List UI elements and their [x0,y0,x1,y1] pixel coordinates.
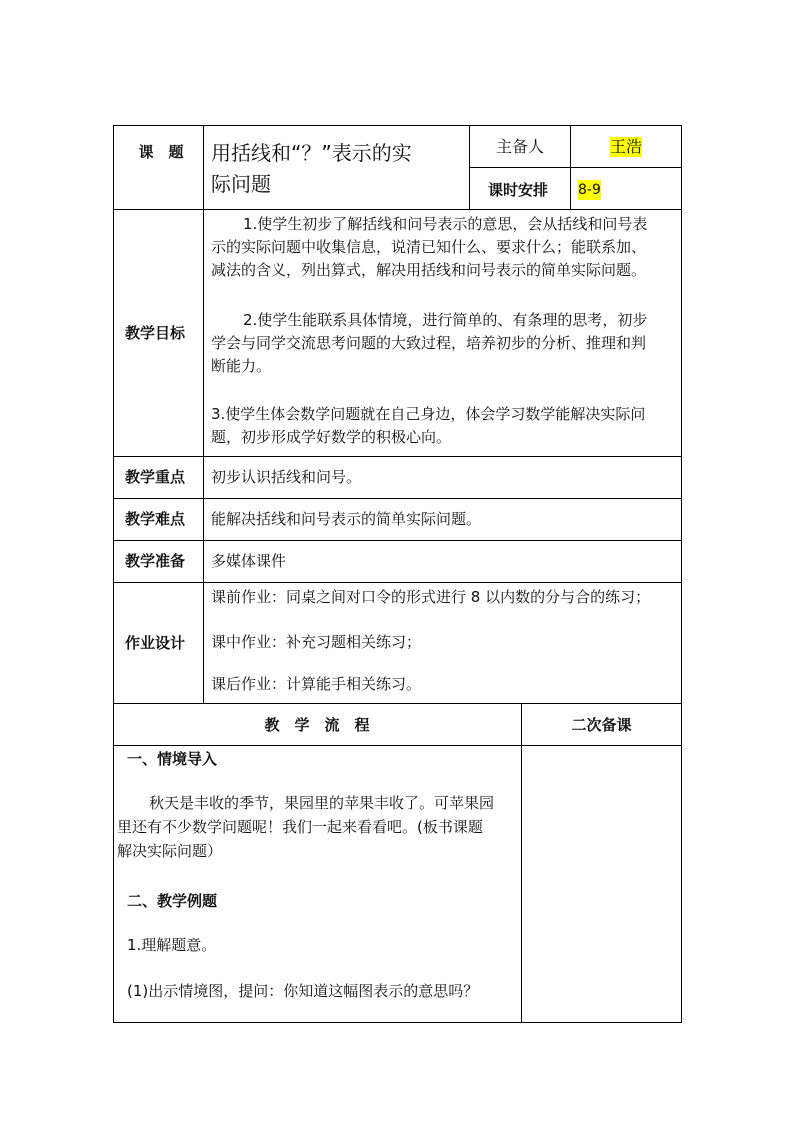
section-title: 一、情境导入 [127,750,218,768]
difficulties-label: 教学难点 [125,510,186,528]
key-points-value: 初步认识括线和问号。 [211,468,362,486]
preparer-name: 王浩 [610,137,643,156]
schedule-value: 8-9 [578,182,601,198]
objective-item: 1.使学生初步了解括线和问号表示的意思，会从括线和问号表 示的实际问题中收集信息，说清已知什么、要求什么；能联系加、 减法的含义，列出算式，解决用括线和问号表示的简单实际问题。 [211,215,648,279]
row-divider [113,540,682,541]
objectives-label: 教学目标 [125,324,186,342]
objective-item: 2.使学生能联系具体情境，进行简单的、有条理的思考，初步 学会与同学交流思考问题的大致过程，培养初步的分析、推理和判 断能力。 [211,311,648,375]
homework-label: 作业设计 [125,634,186,652]
homework-after: 课后作业：计算能手相关练习。 [211,675,422,693]
lesson-title-line2: 际问题 [211,172,271,196]
second-prep-header: 二次备课 [571,716,632,734]
preparation-label: 教学准备 [125,552,186,570]
row-divider [113,456,682,457]
row-divider [113,745,682,746]
topic-label: 课 题 [138,143,184,161]
row-divider [113,703,682,704]
column-divider [570,125,571,209]
difficulties-value: 能解决括线和问号表示的简单实际问题。 [211,510,482,528]
row-divider [113,582,682,583]
table-border-top [113,125,682,126]
preparation-value: 多媒体课件 [211,552,287,570]
section-title: 二、教学例题 [127,892,218,910]
objective-item: 3.使学生体会数学问题就在自己身边，体会学习数学能解决实际问 题，初步形成学好数学的积极心向。 [211,405,646,446]
step-text: (1)出示情境图，提问：你知道这幅图表示的意思吗？ [127,982,479,1000]
table-border-bottom [113,1022,682,1023]
column-divider [521,703,522,1022]
homework-during: 课中作业：补充习题相关练习； [211,633,422,651]
step-text: 1.理解题意。 [127,936,217,954]
table-border-right [681,125,682,1023]
schedule-label: 课时安排 [488,181,549,199]
homework-before: 课前作业：同桌之间对口令的形式进行 8 以内数的分与合的练习； [211,588,651,606]
preparer-label: 主备人 [496,137,545,156]
lesson-title-line1: 用括线和“？”表示的实 [211,141,412,165]
column-divider [469,125,470,209]
table-border-left [113,125,114,1023]
key-points-label: 教学重点 [125,468,186,486]
row-divider [113,209,682,210]
column-divider [203,125,204,703]
row-divider [469,167,682,168]
intro-paragraph: 秋天是丰收的季节，果园里的苹果丰收了。可苹果园 里还有不少数学问题呢！我们一起来看看吧。(板书课题 解决实际问题） [117,794,495,860]
process-header: 教 学 流 程 [264,716,370,734]
row-divider [113,498,682,499]
